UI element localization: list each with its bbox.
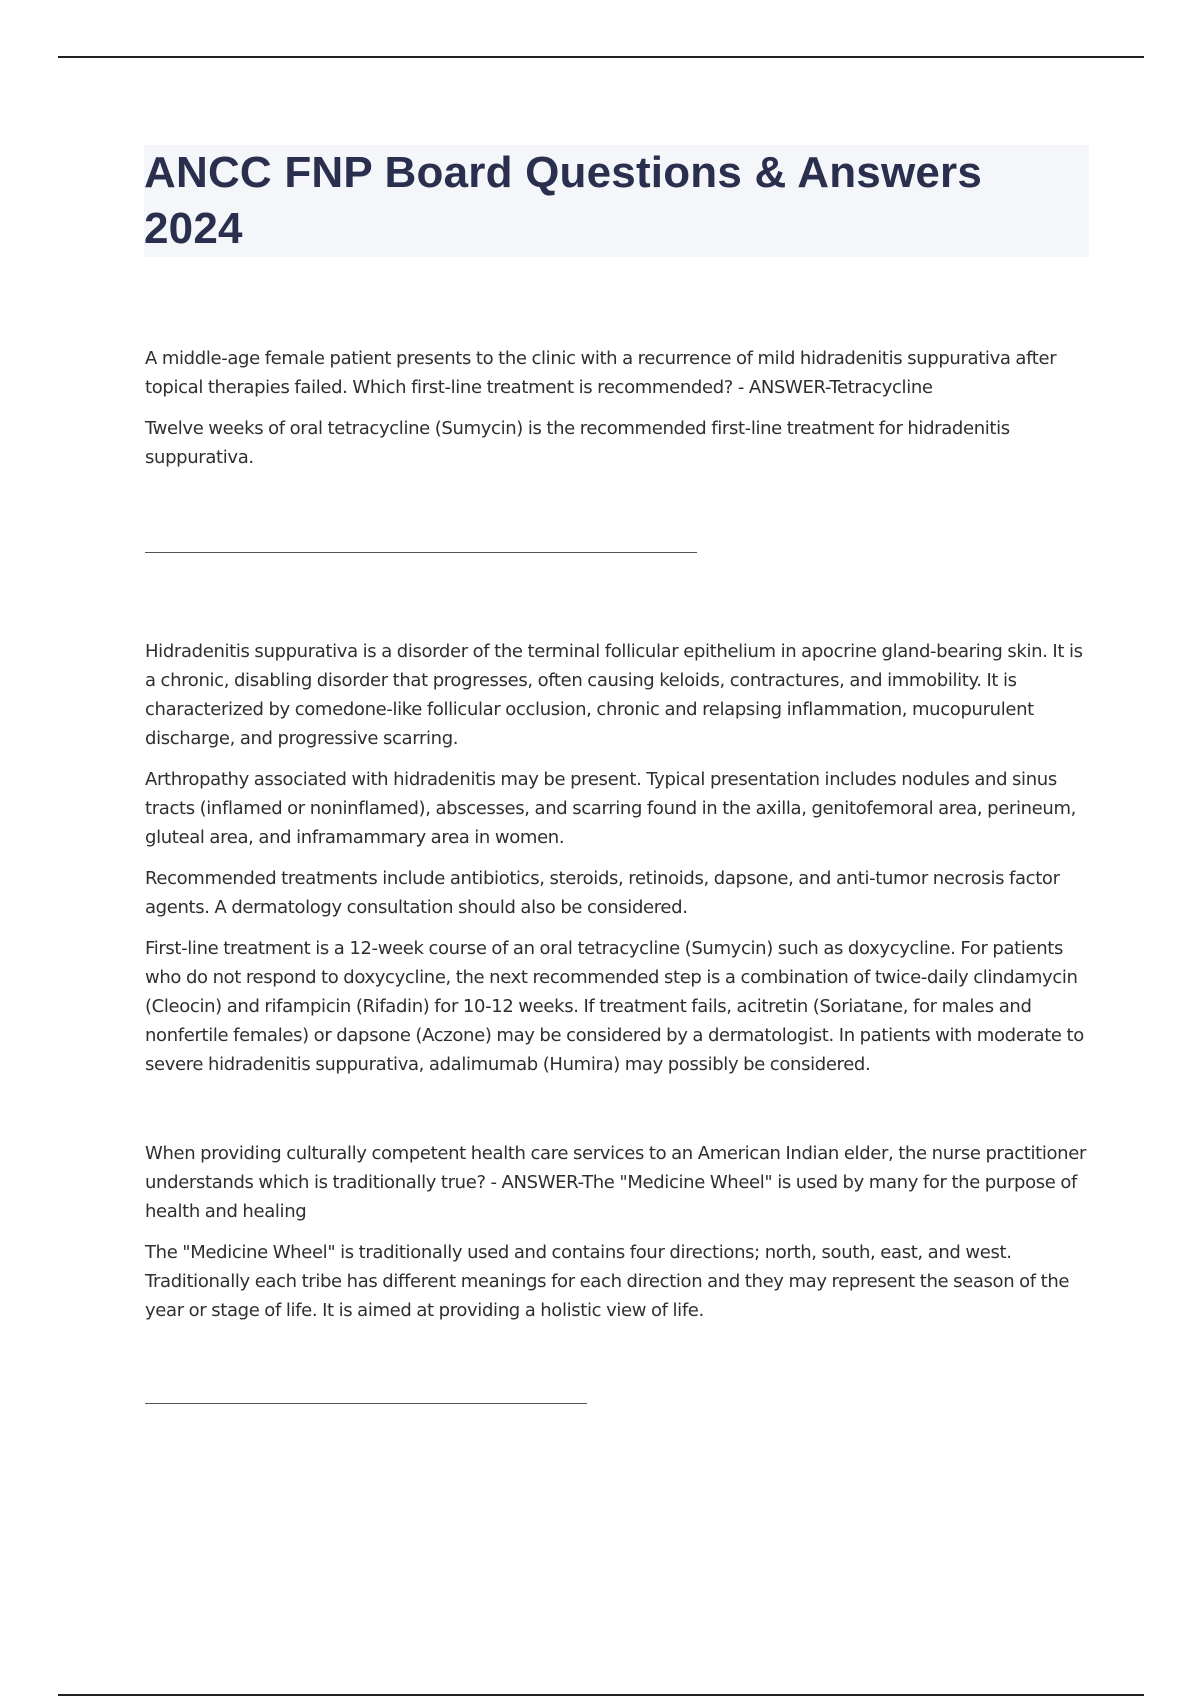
question-2: When providing culturally competent health care services to an American Indian elder, the nurse practitioner understands which is traditionally true? - ANSWER-The "Medicine Wheel" is used by many for the purpose of health and healing [145, 1143, 1087, 1222]
explanation-1: Twelve weeks of oral tetracycline (Sumycin) is the recommended first-line treatment for hidradenitis suppurativa. [145, 418, 1010, 468]
section-divider [145, 552, 697, 553]
title-banner [144, 145, 1089, 257]
detail-paragraph-4: First-line treatment is a 12-week course of an oral tetracycline (Sumycin) such as doxycycline. For patients who do not respond to doxycycline, the next recommended step is a combination of twice-daily clindamycin (Cleocin) and rifampicin (Rifadin) for 10-12 weeks. If treatment fails, acitretin (Soriatane, for males and nonfertile females) or dapsone (Aczone) may be considered by a dermatologist. In patients with moderate to severe hidradenitis suppurativa, adalimumab (Humira) may possibly be considered. [145, 938, 1084, 1075]
section-divider [145, 1403, 587, 1404]
detail-paragraph-2: Arthropathy associated with hidradenitis may be present. Typical presentation includes nodules and sinus tracts (inflamed or noninflamed), abscesses, and scarring found in the axilla, genitofemoral area, perineum, gluteal area, and inframammary area in women. [145, 769, 1077, 848]
question-1: A middle-age female patient presents to the clinic with a recurrence of mild hidradenitis suppurativa after topical therapies failed. Which first-line treatment is recommended? - ANSWER-Tetracycline [145, 348, 1057, 398]
page-title: ANCC FNP Board Questions & Answers 2024 [144, 148, 983, 253]
spacer [145, 1091, 1095, 1139]
detail-paragraph-3: Recommended treatments include antibiotics, steroids, retinoids, dapsone, and anti-tumor necrosis factor agents. A dermatology consultation should also be considered. [145, 868, 1060, 918]
detail-paragraph-1: Hidradenitis suppurativa is a disorder of the terminal follicular epithelium in apocrine gland-bearing skin. It is a chronic, disabling disorder that progresses, often causing keloids, contractures, and immobility. It is characterized by comedone-like follicular occlusion, chronic and relapsing inflammation, mucopurulent discharge, and progressive scarring. [145, 641, 1083, 749]
document-body [145, 344, 1095, 1404]
page-header-rule [58, 56, 1144, 58]
explanation-2: The "Medicine Wheel" is traditionally used and contains four directions; north, south, east, and west. Traditionally each tribe has different meanings for each direction and they may represent the season of the year or stage of life. It is aimed at providing a holistic view of life. [145, 1242, 1070, 1321]
page-footer-rule [58, 1694, 1144, 1696]
